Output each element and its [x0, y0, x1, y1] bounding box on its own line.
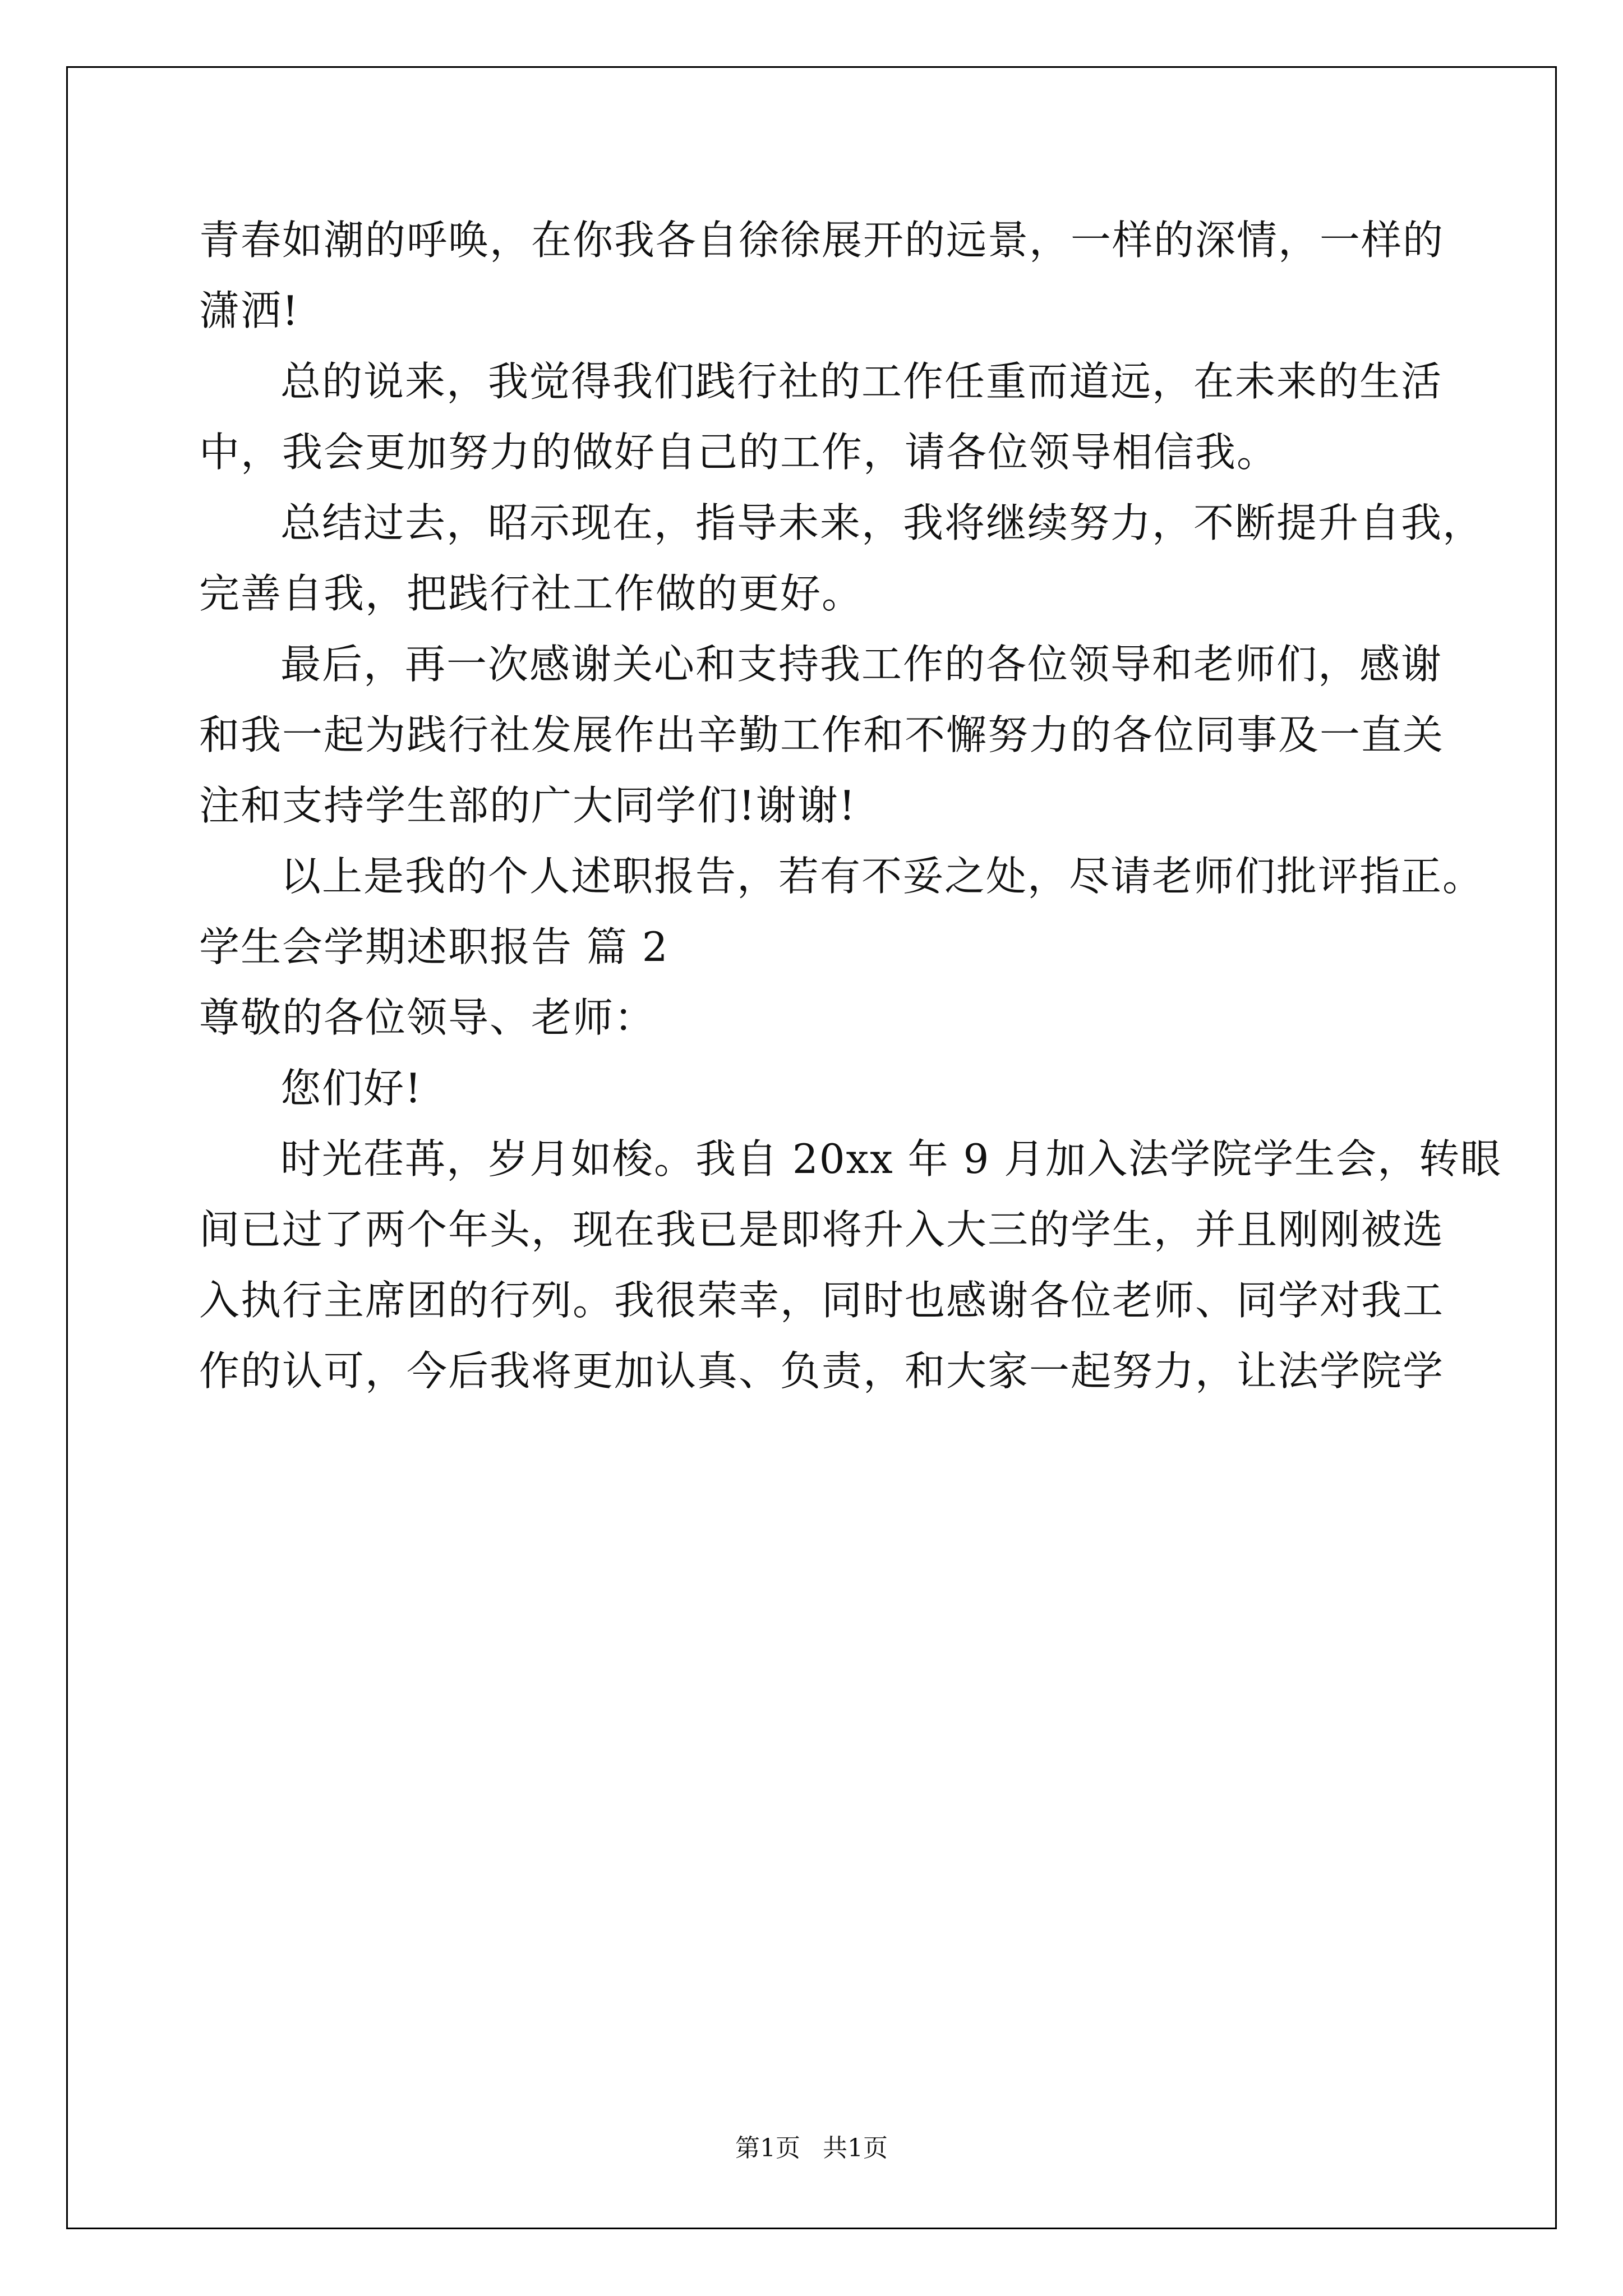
page-number: 第1页	[735, 2134, 800, 2162]
text-line: 青春如潮的呼唤，在你我各自徐徐展开的远景，一样的深情，一样的	[199, 217, 1445, 264]
text-line: 注和支持学生部的广大同学们!谢谢!	[199, 782, 856, 829]
paragraph-first-line: 以上是我的个人述职报告，若有不妥之处，尽请老师们批评指正。	[280, 853, 1484, 900]
paragraph-first-line: 时光荏苒，岁月如梭。我自 20xx 年 9 月加入法学院学生会，转眼	[280, 1135, 1502, 1182]
paragraph-first-line: 最后，再一次感谢关心和支持我工作的各位领导和老师们，感谢	[280, 641, 1443, 688]
section-heading: 学生会学期述职报告 篇 2	[199, 923, 669, 970]
page-total: 共1页	[823, 2134, 888, 2162]
greeting: 您们好!	[280, 1065, 422, 1112]
salutation: 尊敬的各位领导、老师：	[199, 994, 656, 1041]
text-line: 入执行主席团的行列。我很荣幸，同时也感谢各位老师、同学对我工	[199, 1277, 1445, 1324]
text-line: 中，我会更加努力的做好自己的工作，请各位领导相信我。	[199, 429, 1279, 476]
text-line: 潇洒!	[199, 287, 299, 334]
text-line: 作的认可，今后我将更加认真、负责，和大家一起努力，让法学院学	[199, 1347, 1445, 1395]
text-line: 间已过了两个年头，现在我已是即将升入大三的学生，并且刚刚被选	[199, 1206, 1445, 1253]
text-line: 和我一起为践行社发展作出辛勤工作和不懈努力的各位同事及一直关	[199, 711, 1445, 758]
paragraph-first-line: 总的说来，我觉得我们践行社的工作任重而道远，在未来的生活	[280, 358, 1443, 405]
text-line: 完善自我，把践行社工作做的更好。	[199, 570, 864, 617]
paragraph-first-line: 总结过去，昭示现在，指导未来，我将继续努力，不断提升自我，	[280, 499, 1484, 546]
page-footer	[0, 2132, 1623, 2165]
